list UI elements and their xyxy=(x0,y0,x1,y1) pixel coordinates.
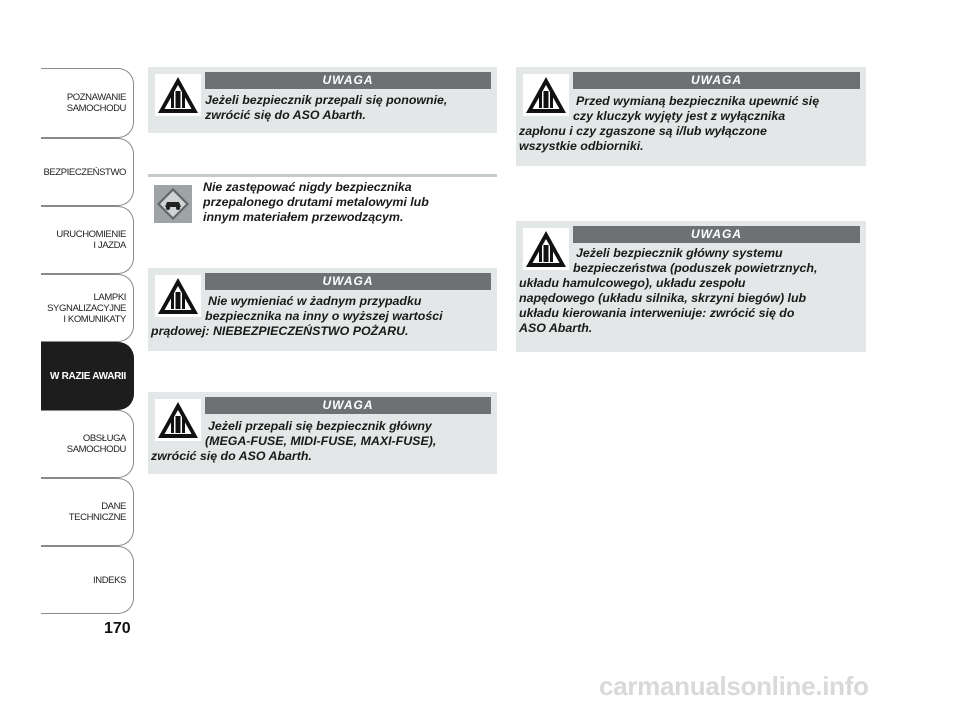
warning-text-line: zwrócić się do ASO Abarth. xyxy=(151,449,312,463)
warning-text-line: zapłonu i czy zgaszone są i/lub wyłączone xyxy=(519,124,767,138)
note-block xyxy=(148,174,497,234)
warning-text xyxy=(148,93,493,123)
tab-obsluga-samochodu[interactable] xyxy=(41,410,134,478)
note-text: Nie zastępować nigdy bezpiecznika przepalonego drutami metalowymi lub innym materiałem przewodzącym. xyxy=(203,180,429,224)
warning-text-line: (MEGA-FUSE, MIDI-FUSE, MAXI-FUSE), xyxy=(205,434,437,448)
warning-text-line: układu kierowania interweniuje: zwrócić się do xyxy=(519,306,795,320)
warning-text-line: wszystkie odbiorniki. xyxy=(519,139,644,153)
tab-poznawanie-samochodu[interactable] xyxy=(41,68,134,138)
warning-box-refuse xyxy=(148,67,497,133)
warning-header: UWAGA xyxy=(205,397,491,414)
warning-text-line1: Przed wymianą bezpiecznika upewnić się xyxy=(576,94,820,108)
warning-box-before-replacing xyxy=(516,67,866,166)
note-divider xyxy=(148,174,497,177)
warning-text-line: układu hamulcowego), układu zespołu xyxy=(519,276,746,290)
warning-text-rest xyxy=(151,434,495,464)
warning-text-rest xyxy=(519,261,864,336)
warning-text-line: ASO Abarth. xyxy=(519,321,593,335)
warning-text-rest xyxy=(519,109,864,154)
warning-header: UWAGA xyxy=(205,273,491,290)
warning-text-line: czy kluczyk wyjęty jest z wyłącznika xyxy=(573,109,786,123)
tab-label: W RAZIE AWARII xyxy=(50,370,126,382)
tab-dane-techniczne[interactable] xyxy=(41,478,134,546)
tab-label: OBSŁUGA SAMOCHODU xyxy=(66,433,126,455)
warning-header: UWAGA xyxy=(573,226,860,243)
tab-lampki-sygnalizacyjne[interactable] xyxy=(41,274,134,342)
warning-text-line: prądowej: NIEBEZPIECZEŃSTWO POŻARU. xyxy=(151,324,409,338)
warning-text-line1: Jeżeli bezpiecznik przepali się ponownie, xyxy=(205,93,448,107)
tab-uruchomienie-i-jazda[interactable] xyxy=(41,206,134,274)
tab-label: BEZPIECZEŃSTWO xyxy=(43,166,126,178)
warning-text-line: bezpieczeństwa (poduszek powietrznych, xyxy=(573,261,818,275)
warning-text xyxy=(151,419,495,464)
tab-label: LAMPKI SYGNALIZACYJNE I KOMUNIKATY xyxy=(47,291,126,325)
tab-label: URUCHOMIENIE I JAZDA xyxy=(56,229,126,251)
warning-text xyxy=(519,94,864,154)
warning-header: UWAGA xyxy=(205,72,491,89)
warning-box-main-safety-fuse xyxy=(516,221,866,352)
warning-header: UWAGA xyxy=(573,72,860,89)
warning-text-rest: zwrócić się do ASO Abarth. xyxy=(205,108,366,122)
tab-w-razie-awarii[interactable] xyxy=(41,342,134,410)
tab-label: DANE TECHNICZNE xyxy=(68,501,126,523)
warning-text-line1: Jeżeli przepali się bezpiecznik główny xyxy=(208,419,432,433)
watermark: carmanualsonline.info xyxy=(599,671,869,701)
warning-text-line: bezpiecznika na inny o wyższej wartości xyxy=(205,309,443,323)
tab-bezpieczenstwo[interactable] xyxy=(41,138,134,206)
warning-text xyxy=(151,294,495,339)
tab-indeks[interactable] xyxy=(41,546,134,614)
warning-text-line1: Nie wymieniać w żadnym przypadku xyxy=(208,294,422,308)
tab-label: INDEKS xyxy=(93,574,126,586)
car-warning-icon xyxy=(154,185,192,223)
warning-box-main-fuse xyxy=(148,392,497,474)
tab-label: POZNAWANIE SAMOCHODU xyxy=(66,92,126,114)
warning-text-line: napędowego (układu silnika, skrzyni biegów) lub xyxy=(519,291,807,305)
warning-text xyxy=(519,246,864,336)
warning-box-no-higher-rating xyxy=(148,268,497,351)
page-number: 170 xyxy=(104,620,131,637)
warning-text-line1: Jeżeli bezpiecznik główny systemu xyxy=(576,246,783,260)
warning-text-rest xyxy=(151,309,495,339)
